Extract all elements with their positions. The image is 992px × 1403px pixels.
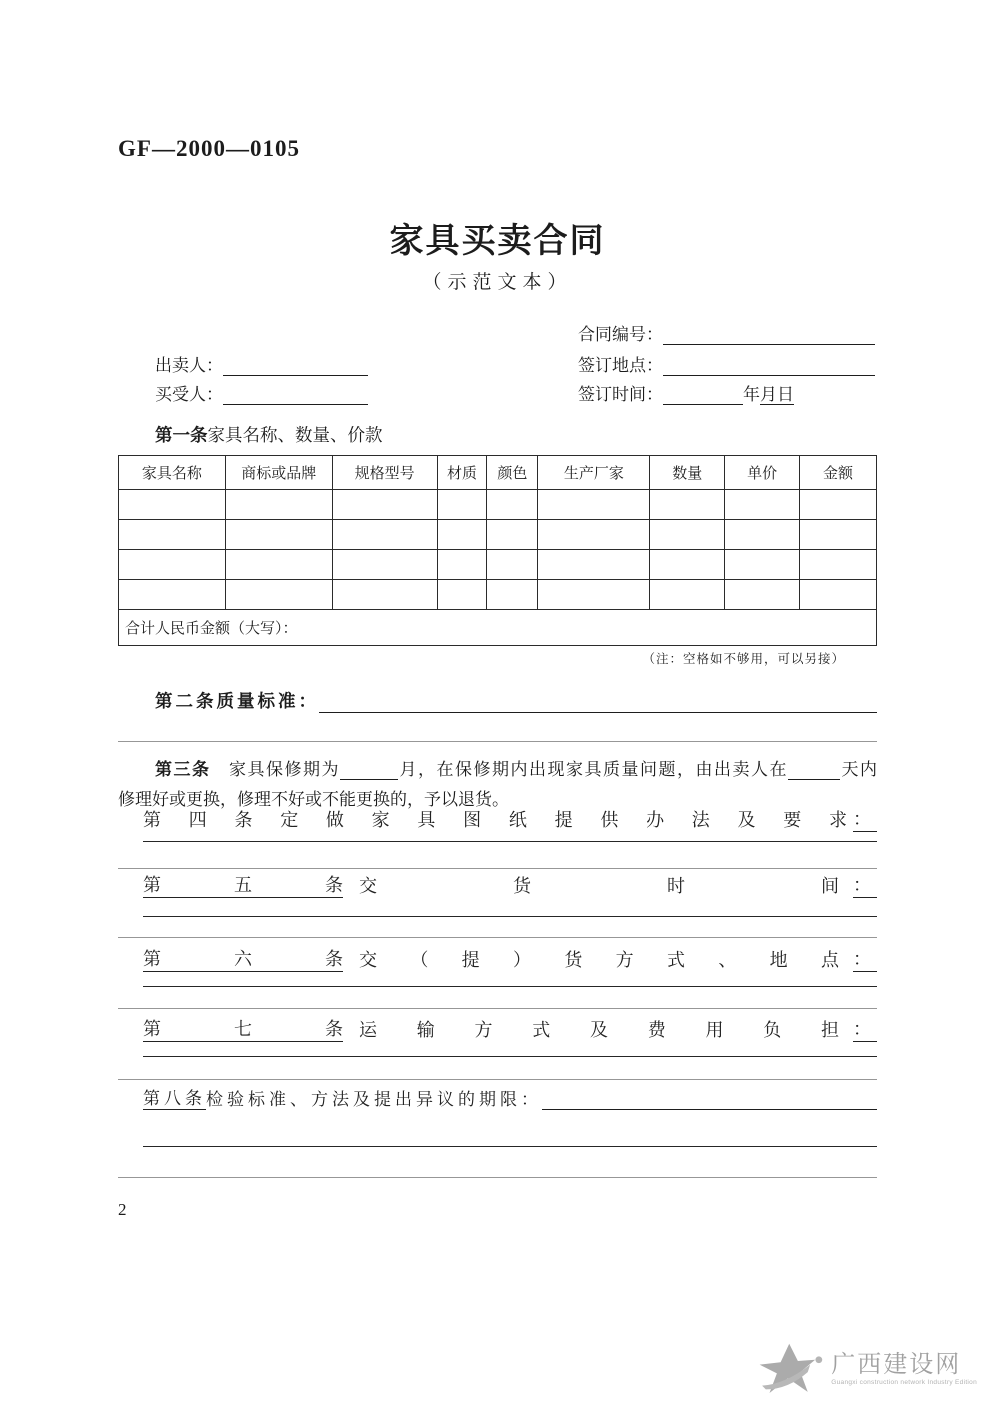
article7-colon: ： bbox=[853, 1015, 877, 1042]
article5-colon: ： bbox=[853, 871, 877, 898]
article2-row bbox=[155, 688, 877, 713]
table-cell bbox=[119, 550, 226, 580]
table-row bbox=[119, 490, 877, 520]
watermark-text bbox=[831, 1352, 977, 1385]
continuation-line bbox=[118, 1177, 877, 1178]
article3-text-3: 天内 bbox=[840, 760, 877, 779]
watermark-name-cn: 广西建设网 bbox=[831, 1352, 962, 1379]
contract-number-label: 合同编号： bbox=[578, 325, 663, 344]
article3-label: 第三条 bbox=[155, 760, 211, 779]
article6-colon: ： bbox=[853, 945, 877, 972]
article3-line1 bbox=[155, 755, 877, 780]
article4-row bbox=[143, 810, 877, 832]
article1-heading bbox=[155, 422, 383, 447]
table-cell bbox=[650, 490, 725, 520]
table-cell bbox=[538, 490, 650, 520]
col-header-amount: 金额 bbox=[800, 456, 877, 490]
sign-place-label: 签订地点： bbox=[578, 356, 663, 375]
sign-place-field bbox=[578, 351, 875, 376]
col-header-material: 材质 bbox=[437, 456, 487, 490]
col-header-furniture-name: 家具名称 bbox=[119, 456, 226, 490]
col-header-brand: 商标或品牌 bbox=[225, 456, 332, 490]
table-cell bbox=[650, 520, 725, 550]
table-cell bbox=[332, 580, 437, 610]
table-cell bbox=[650, 550, 725, 580]
fill-line bbox=[143, 916, 877, 917]
table-note: （注：空格如不够用，可以另接） bbox=[642, 652, 845, 666]
article7-text: 运 输 方 式 及 费 用 负 担 bbox=[359, 1020, 839, 1040]
table-cell bbox=[119, 490, 226, 520]
col-header-manufacturer: 生产厂家 bbox=[538, 456, 650, 490]
article7-row bbox=[143, 1020, 877, 1042]
continuation-line bbox=[118, 741, 877, 742]
table-cell bbox=[332, 520, 437, 550]
table-cell bbox=[538, 550, 650, 580]
article6-text: 交 （ 提 ） 货 方 式 、 地 点 bbox=[359, 950, 839, 970]
table-cell bbox=[437, 550, 487, 580]
article6-row bbox=[143, 950, 877, 972]
article8-blank bbox=[542, 1090, 877, 1110]
table-cell bbox=[225, 580, 332, 610]
table-cell bbox=[800, 520, 877, 550]
article8-text: 检验标准、方法及提出异议的期限： bbox=[206, 1090, 542, 1109]
buyer-label: 买受人： bbox=[155, 385, 223, 404]
table-cell bbox=[487, 580, 538, 610]
article8-row bbox=[143, 1088, 877, 1110]
page-subtitle: （示范文本） bbox=[422, 272, 573, 293]
page-number: 2 bbox=[118, 1200, 127, 1219]
sign-place-blank bbox=[663, 360, 875, 376]
article3-line2: 修理好或更换，修理不好或不能更换的，予以退货。 bbox=[118, 790, 509, 809]
buyer-field bbox=[155, 380, 368, 405]
col-header-unit-price: 单价 bbox=[725, 456, 800, 490]
seller-label: 出卖人： bbox=[155, 356, 223, 375]
article1-heading-text: 家具名称、数量、价款 bbox=[207, 425, 383, 445]
table-total-row bbox=[119, 610, 877, 646]
contract-number-field bbox=[578, 320, 875, 345]
table-cell bbox=[800, 580, 877, 610]
article1-label: 第一条 bbox=[155, 425, 208, 445]
star-logo-icon bbox=[751, 1341, 825, 1397]
table-cell bbox=[332, 490, 437, 520]
table-cell bbox=[650, 580, 725, 610]
table-cell bbox=[800, 550, 877, 580]
col-header-quantity: 数量 bbox=[650, 456, 725, 490]
fill-line bbox=[143, 1146, 877, 1147]
table-cell bbox=[487, 550, 538, 580]
seller-field bbox=[155, 351, 368, 376]
table-cell bbox=[725, 580, 800, 610]
article3-text-1: 家具保修期为 bbox=[210, 760, 340, 779]
article2-blank bbox=[319, 693, 877, 713]
table-row bbox=[119, 550, 877, 580]
table-cell bbox=[437, 490, 487, 520]
monthday-suffix: 月日 bbox=[760, 385, 794, 404]
table-row bbox=[119, 580, 877, 610]
table-cell bbox=[725, 490, 800, 520]
sign-time-label: 签订时间： bbox=[578, 385, 663, 404]
continuation-line bbox=[118, 1079, 877, 1080]
table-cell bbox=[487, 490, 538, 520]
table-cell bbox=[487, 520, 538, 550]
table-cell bbox=[119, 520, 226, 550]
fill-line bbox=[143, 1056, 877, 1057]
table-row bbox=[119, 520, 877, 550]
buyer-blank bbox=[223, 389, 368, 405]
table-cell bbox=[225, 520, 332, 550]
sign-time-field bbox=[578, 380, 794, 405]
seller-blank bbox=[223, 360, 368, 376]
page-title: 家具买卖合同 bbox=[389, 223, 606, 260]
warranty-months-blank bbox=[340, 764, 398, 780]
repair-days-blank bbox=[788, 764, 840, 780]
article7-label: 第 七 条 bbox=[143, 1015, 343, 1042]
table-cell bbox=[225, 550, 332, 580]
table-header-row bbox=[119, 456, 877, 490]
col-header-color: 颜色 bbox=[487, 456, 538, 490]
table-cell bbox=[725, 520, 800, 550]
fill-line bbox=[143, 986, 877, 987]
continuation-line bbox=[118, 868, 877, 869]
table-cell bbox=[800, 490, 877, 520]
table-cell bbox=[725, 550, 800, 580]
article5-row bbox=[143, 876, 877, 898]
article4-text: 第 四 条 定 做 家 具 图 纸 提 供 办 法 及 要 求 bbox=[143, 810, 847, 830]
table-cell bbox=[332, 550, 437, 580]
article5-label: 第 五 条 bbox=[143, 871, 343, 898]
article2-label: 第二条质量标准： bbox=[155, 691, 319, 711]
table-cell bbox=[119, 580, 226, 610]
year-suffix: 年 bbox=[743, 385, 760, 404]
table-cell bbox=[225, 490, 332, 520]
article6-label: 第 六 条 bbox=[143, 945, 343, 972]
watermark-name-en: Guangxi construction network Industry Edition bbox=[831, 1378, 977, 1386]
page-content bbox=[118, 0, 877, 1403]
table-cell bbox=[437, 580, 487, 610]
doc-number: GF—2000—0105 bbox=[118, 136, 300, 161]
items-table bbox=[118, 455, 877, 646]
continuation-line bbox=[118, 1008, 877, 1009]
watermark bbox=[751, 1341, 977, 1397]
sign-time-blank bbox=[663, 389, 743, 405]
fill-line bbox=[143, 841, 877, 842]
article3-text-2: 月，在保修期内出现家具质量问题，由出卖人在 bbox=[398, 760, 788, 779]
article8-label: 第八条 bbox=[143, 1084, 206, 1110]
continuation-line bbox=[118, 937, 877, 938]
contract-number-blank bbox=[663, 329, 875, 345]
article4-colon: ： bbox=[853, 805, 877, 832]
table-cell bbox=[538, 520, 650, 550]
article5-text: 交 货 时 间 bbox=[359, 876, 839, 896]
col-header-model: 规格型号 bbox=[332, 456, 437, 490]
table-cell bbox=[538, 580, 650, 610]
table-cell bbox=[437, 520, 487, 550]
total-amount-label: 合计人民币金额（大写）： bbox=[119, 610, 877, 646]
